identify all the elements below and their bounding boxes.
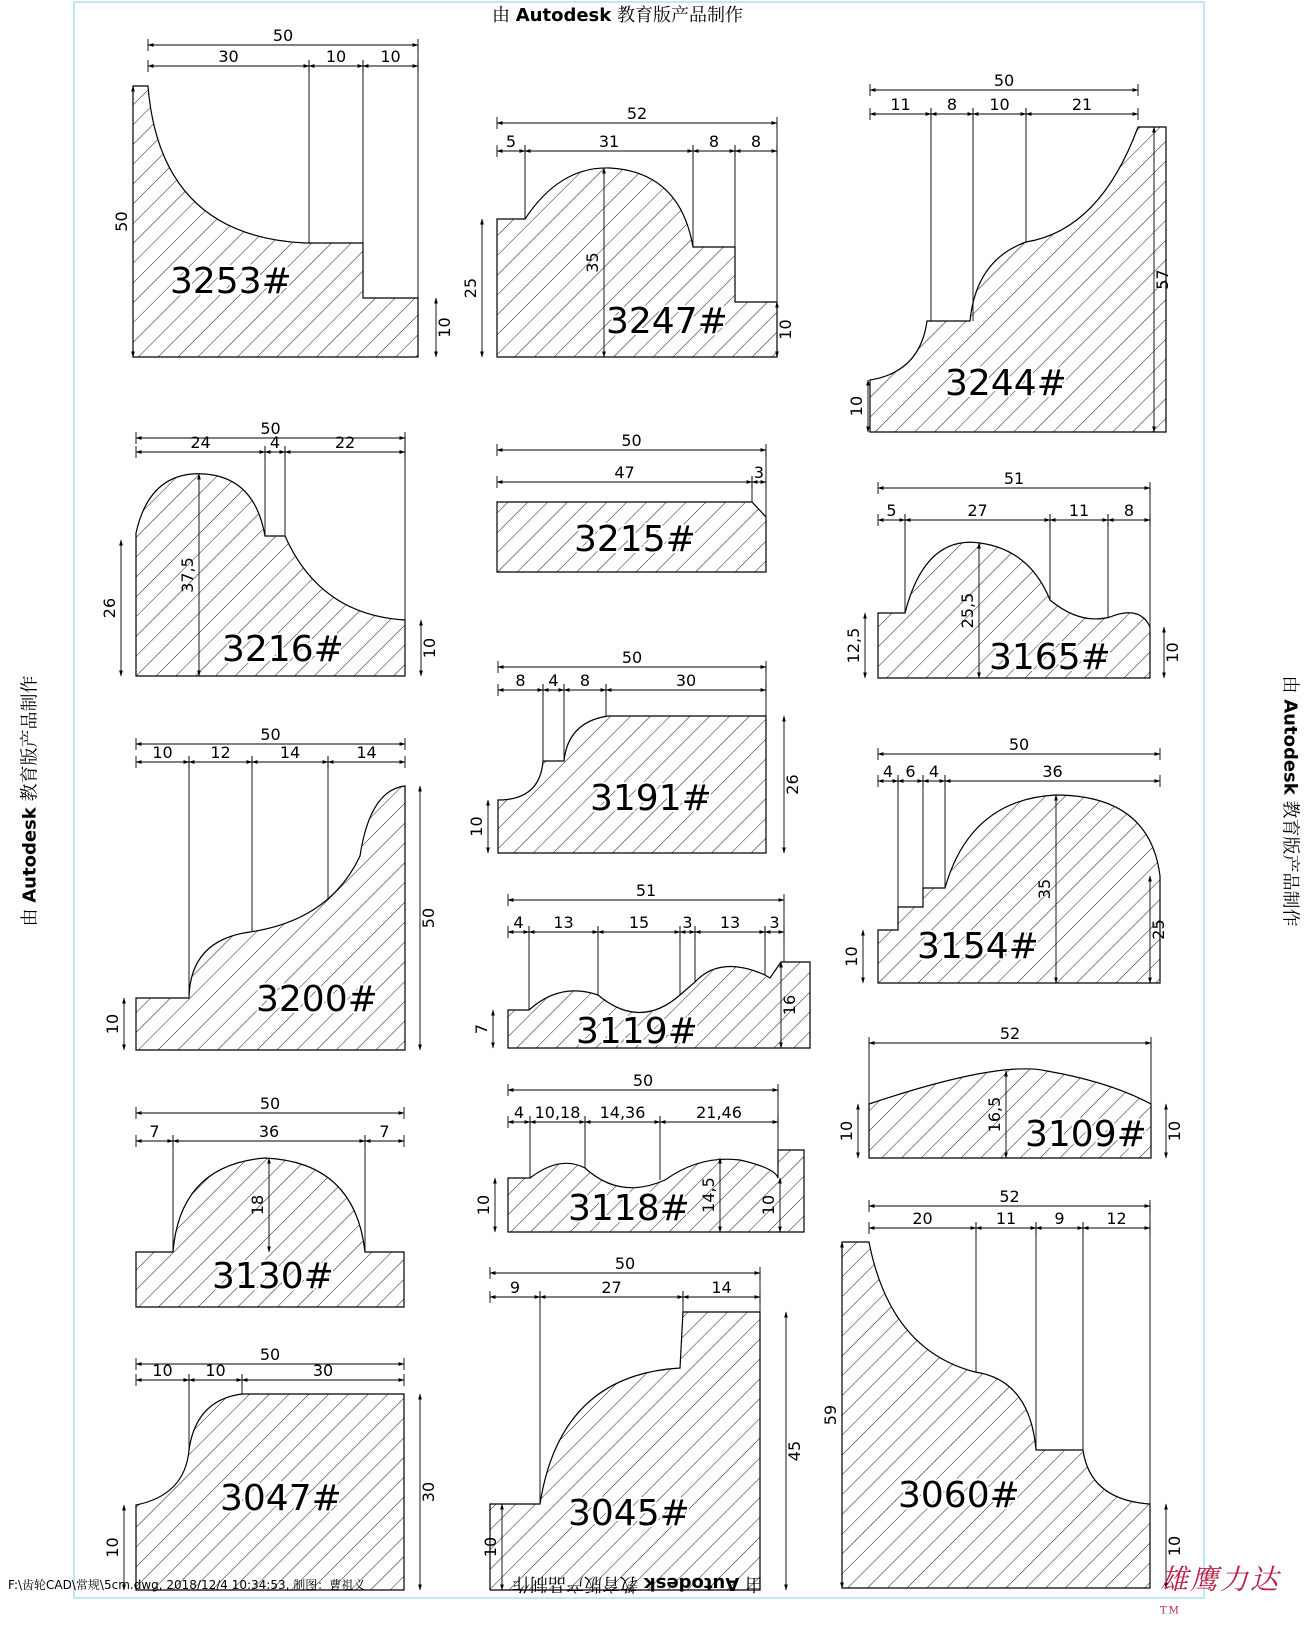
profile-3119-dim-text: 15	[628, 913, 650, 932]
profile-3060-dim-text: 20	[912, 1209, 933, 1228]
profile-3109-label: 3109#	[1025, 1114, 1147, 1155]
profile-3216-dim-text: 26	[100, 597, 119, 619]
profile-3119-label: 3119#	[576, 1011, 698, 1052]
profile-3130-dim-text: 7	[149, 1122, 160, 1141]
profile-3047-dim-text: 30	[419, 1481, 438, 1503]
profile-3165-dim-text: 11	[1068, 501, 1090, 520]
watermark-suffix: 教育版产品制作	[19, 675, 41, 802]
profile-3244-dim-text: 11	[890, 95, 911, 114]
profile-3247-dim-text: 25	[461, 277, 480, 299]
profile-3253-dim-text: 50	[272, 26, 294, 45]
profile-3244-label: 3244#	[945, 363, 1067, 404]
profile-3200-dim-text: 50	[260, 725, 281, 744]
profile-3109-dim-text: 10	[837, 1120, 856, 1142]
profile-3165-dim-text: 51	[1003, 469, 1025, 488]
profile-3060-dim-text: 10	[1165, 1535, 1184, 1557]
watermark-brand: Autodesk	[19, 807, 41, 903]
profile-3130-dim-text: 50	[259, 1094, 281, 1113]
profile-3045-dim-text: 50	[614, 1254, 636, 1273]
profile-3060-outline	[842, 1242, 1150, 1588]
profile-3045-outline	[490, 1312, 760, 1590]
watermark-prefix: 由	[744, 1573, 763, 1594]
profile-3244-dim-text: 10	[989, 95, 1010, 114]
profile-3191-dim-text: 8	[579, 671, 591, 690]
profile-3118-dim-text: 14,36	[599, 1103, 646, 1122]
watermark-bottom	[512, 1572, 763, 1598]
profile-3045-dim-text: 45	[785, 1440, 804, 1462]
profile-3047-dim-text: 30	[312, 1361, 334, 1380]
profile-3200-dim-text: 12	[210, 743, 231, 762]
profile-3200-dim-text: 10	[152, 743, 173, 762]
profile-3119-dim-text: 16	[780, 994, 799, 1016]
profile-3200-dim-text: 14	[356, 743, 377, 762]
profile-3060-dim-text: 9	[1054, 1209, 1065, 1228]
profile-3247-dim-text: 8	[750, 132, 762, 151]
profile-3154-dim-text: 4	[928, 762, 940, 781]
profile-3253-dim-text: 10	[380, 47, 401, 66]
profile-3130-dim-text: 7	[379, 1122, 390, 1141]
profile-3247-dim-text: 52	[626, 104, 648, 123]
profile-3045-label: 3045#	[568, 1493, 690, 1534]
profile-3130-dim-text: 18	[248, 1194, 267, 1216]
profile-3216-dim-text: 10	[420, 637, 439, 659]
watermark-top	[492, 1, 743, 27]
profile-3119-dim-text: 13	[719, 913, 741, 932]
profile-3165-dim-text: 8	[1123, 501, 1135, 520]
profile-3191-dim-text: 26	[783, 774, 802, 795]
profile-3191-dim-text: 8	[515, 671, 526, 690]
profile-3244-dim-text: 50	[993, 71, 1015, 90]
profile-3119-dim-text: 3	[769, 913, 780, 932]
profile-3118-dim-text: 14,5	[699, 1177, 718, 1213]
profile-3118-dim-text: 10	[759, 1194, 778, 1216]
profile-3244-dim-text: 57	[1153, 269, 1172, 290]
profile-3244-dim-text: 8	[946, 95, 958, 114]
profile-3130-label: 3130#	[212, 1256, 334, 1297]
watermark-brand: Autodesk	[643, 1573, 740, 1594]
profile-3253-dim-text: 30	[218, 47, 239, 66]
profile-3191-dim-text: 50	[621, 648, 643, 667]
profile-3191-label: 3191#	[590, 778, 712, 819]
profile-3118-dim-text: 10,18	[534, 1103, 581, 1122]
profile-3200-label: 3200#	[256, 979, 378, 1020]
profile-3118-dim-text: 4	[513, 1103, 525, 1122]
profile-3191-dim-text: 10	[467, 816, 486, 837]
profile-3119-dim-text: 51	[635, 881, 657, 900]
profile-3154-dim-text: 35	[1035, 878, 1054, 900]
profile-3118-dim-text: 50	[632, 1071, 654, 1090]
profile-3060-dim-text: 52	[999, 1187, 1020, 1206]
watermark-left	[15, 676, 41, 927]
logo-text: 雄鹰力达	[1160, 1563, 1281, 1596]
profile-3253-dim-text: 10	[435, 317, 454, 338]
profile-3047-dim-text: 10	[152, 1361, 173, 1380]
profile-3215-dim-text: 3	[753, 463, 765, 482]
profile-3191-dim-text: 4	[548, 671, 559, 690]
profile-3109-dim-text: 10	[1165, 1120, 1184, 1142]
profile-3191-dim-text: 30	[675, 671, 697, 690]
profile-3047-dim-text: 50	[259, 1345, 281, 1364]
profile-3045-dim-text: 9	[509, 1278, 521, 1297]
profile-3216-dim-text: 50	[260, 419, 281, 438]
profile-3060-dim-text: 11	[995, 1209, 1017, 1228]
profile-3045-dim-text: 10	[481, 1536, 500, 1558]
profile-3247-dim-text: 5	[505, 132, 517, 151]
watermark-right	[1278, 676, 1304, 927]
profile-3165-dim-text: 25,5	[958, 592, 977, 629]
profile-3216-dim-text: 4	[269, 433, 281, 452]
watermark-suffix: 教育版产品制作	[616, 5, 743, 26]
profile-3215-dim-text: 50	[621, 431, 642, 450]
profile-3045-dim-text: 14	[711, 1278, 732, 1297]
profile-3200-dim-text: 14	[279, 743, 301, 762]
profile-3216-label: 3216#	[222, 629, 344, 670]
profile-3109-dim-text: 16,5	[985, 1096, 1004, 1133]
profile-3253-dim-text: 10	[325, 47, 347, 66]
profile-3165-dim-text: 5	[886, 501, 897, 520]
profile-3244-dim-text: 21	[1071, 95, 1093, 114]
profile-3119-dim-text: 4	[513, 913, 524, 932]
profile-3154-label: 3154#	[917, 926, 1039, 967]
profile-3200-dim-text: 50	[419, 907, 438, 929]
profile-3216-dim-text: 24	[190, 433, 211, 452]
profile-3215-dim-text: 47	[614, 463, 635, 482]
watermark-brand: Autodesk	[1279, 699, 1301, 795]
profile-3247-label: 3247#	[606, 301, 728, 342]
profile-3047-dim-text: 10	[205, 1361, 226, 1380]
profile-3165-dim-text: 12,5	[844, 627, 863, 664]
profile-3045-dim-text: 27	[601, 1278, 622, 1297]
profile-3060-dim-text: 12	[1106, 1209, 1127, 1228]
profile-3154-dim-text: 36	[1042, 762, 1063, 781]
profile-3216-dim-text: 37,5	[178, 557, 197, 593]
profile-3247-dim-text: 35	[583, 252, 602, 273]
profile-3165-dim-text: 27	[967, 501, 988, 520]
profile-3216-dim-text: 22	[334, 433, 356, 452]
watermark-prefix: 由	[1279, 675, 1301, 694]
profile-3154-dim-text: 10	[842, 946, 861, 967]
profile-3253-label: 3253#	[170, 261, 292, 302]
trademark-mark: TM	[1160, 1605, 1181, 1617]
profile-3119-dim-text: 7	[472, 1023, 491, 1035]
profile-3060-dim-text: 59	[821, 1404, 840, 1426]
profile-3253-dim-text: 50	[112, 211, 131, 232]
profile-3165-label: 3165#	[989, 637, 1111, 678]
profile-3109-dim-text: 52	[999, 1024, 1021, 1043]
profile-3165-dim-text: 10	[1163, 642, 1182, 663]
profile-3253-outline	[133, 86, 418, 357]
profile-3118-label: 3118#	[568, 1188, 690, 1229]
profile-3118-dim-text: 10	[474, 1194, 493, 1216]
profile-3247-dim-text: 31	[598, 132, 620, 151]
file-path-footer: F:\齿轮CAD\常规\5cm.dwg, 2018/12/4 10:34:53, 制图：曹祖义	[8, 1578, 366, 1592]
watermark-brand: Autodesk	[515, 5, 612, 26]
profile-3154-dim-text: 50	[1008, 735, 1030, 754]
profile-3215-label: 3215#	[574, 519, 696, 560]
brand-logo	[1160, 1558, 1280, 1631]
profile-3154-dim-text: 25	[1149, 919, 1168, 940]
profile-3119-dim-text: 13	[553, 913, 574, 932]
watermark-prefix: 由	[19, 908, 41, 927]
profile-3154-dim-text: 6	[905, 762, 916, 781]
profile-3060-label: 3060#	[898, 1475, 1020, 1516]
watermark-suffix: 教育版产品制作	[512, 1573, 638, 1594]
profile-3247-dim-text: 8	[708, 132, 720, 151]
profile-3247-dim-text: 10	[776, 319, 795, 340]
profile-3200-dim-text: 10	[103, 1013, 122, 1035]
profile-3130-dim-text: 36	[258, 1122, 280, 1141]
profile-3244-dim-text: 10	[847, 395, 866, 417]
profile-3119-dim-text: 3	[682, 913, 693, 932]
profile-3154-dim-text: 4	[882, 762, 894, 781]
profile-3118-dim-text: 21,46	[696, 1103, 742, 1122]
watermark-prefix: 由	[492, 5, 510, 26]
profile-3047-dim-text: 10	[103, 1537, 122, 1558]
profile-3047-label: 3047#	[220, 1478, 342, 1519]
watermark-suffix: 教育版产品制作	[1279, 800, 1301, 927]
